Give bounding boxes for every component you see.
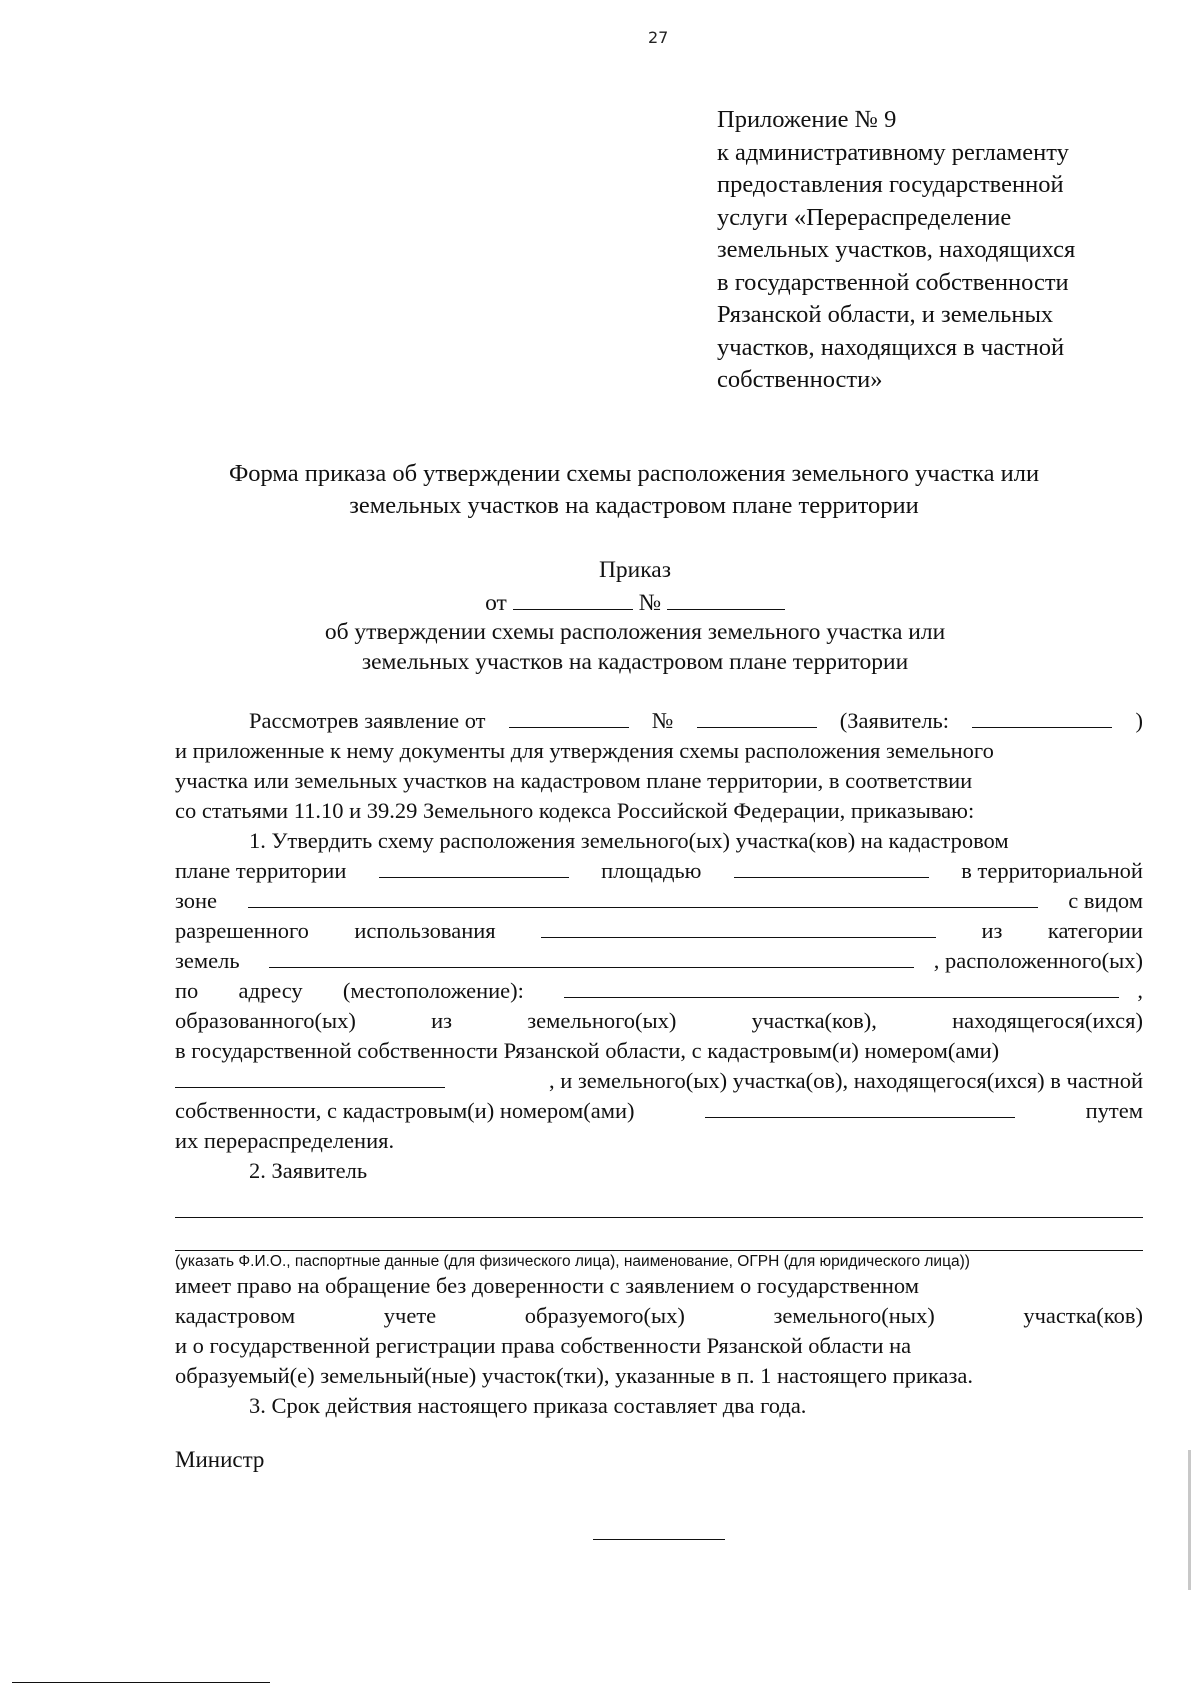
item2-line1: [175, 1156, 1143, 1186]
appendix-line: к административному регламенту: [717, 138, 1069, 166]
text: участка(ков),: [751, 1008, 877, 1033]
appendix-line: Рязанской области, и земельных: [717, 301, 1054, 328]
form-title-line: Форма приказа об утверждении схемы расположения земельного участка или: [228, 460, 1040, 487]
item1-line10: [175, 1096, 1143, 1126]
page-number: 27: [648, 28, 669, 47]
item1-line11: [175, 1126, 1143, 1156]
item1-line1: [175, 826, 1143, 856]
text: №: [651, 708, 674, 733]
text: земельного(ых): [527, 1008, 677, 1033]
text: использования: [354, 918, 496, 943]
text: с видом: [1068, 888, 1143, 913]
order-date-number-line: [175, 589, 1095, 617]
text: в территориальной: [961, 858, 1143, 883]
text: образованного(ых): [175, 1008, 356, 1033]
zone-field[interactable]: [248, 887, 1038, 908]
appendix-line: услуги «Перераспределение: [717, 203, 1012, 231]
appendix-line: земельных участков, находящихся: [717, 236, 1076, 263]
applicant-field[interactable]: [972, 707, 1112, 728]
text: площадью: [601, 858, 702, 883]
text: (Заявитель:: [839, 708, 950, 733]
item1-line3: [175, 886, 1143, 916]
text: участка или земельных участков на кадастровом плане территории, в соответствии: [175, 768, 973, 793]
para1-line1: [175, 706, 1143, 736]
text: категории: [1047, 918, 1143, 943]
appendix-line: собственности»: [717, 366, 883, 393]
appendix-line: в государственной собственности: [717, 268, 1069, 296]
item1-line4: [175, 916, 1143, 946]
text: Рассмотрев заявление от: [249, 708, 486, 733]
para1-line: [175, 736, 1143, 766]
item2-line: [175, 1331, 1143, 1361]
state-cadastral-number-field[interactable]: [175, 1067, 445, 1088]
applicant-note: (указать Ф.И.О., паспортные данные (для физического лица), наименование, ОГРН (для юридического лица)): [175, 1253, 970, 1270]
address-field[interactable]: [564, 977, 1119, 998]
text: участка(ков): [1023, 1303, 1143, 1328]
item1-line5: [175, 946, 1143, 976]
footer-rule: [12, 1682, 270, 1683]
private-cadastral-number-field[interactable]: [705, 1097, 1015, 1118]
item2-body: [175, 1271, 1143, 1421]
text: находящегося(ихся): [952, 1008, 1143, 1033]
order-number-field[interactable]: [667, 589, 785, 610]
text: и приложенные к нему документы для утверждения схемы расположения земельного: [175, 738, 994, 763]
text: 1. Утвердить схему расположения земельного(ых) участка(ков) на кадастровом: [249, 828, 1009, 853]
text: путем: [1085, 1098, 1143, 1123]
text: 3. Срок действия настоящего приказа составляет два года.: [249, 1393, 807, 1418]
land-category-field[interactable]: [269, 947, 914, 968]
para1-line: [175, 766, 1143, 796]
order-heading: Приказ: [598, 557, 672, 583]
text: со статьями 11.10 и 39.29 Земельного кодекса Российской Федерации, приказываю:: [175, 798, 975, 823]
text: в государственной собственности Рязанской области, с кадастровым(и) номером(ами): [175, 1038, 1000, 1063]
permitted-use-field[interactable]: [541, 917, 936, 938]
order-subject-line: об утверждении схемы расположения земельного участка или: [324, 619, 946, 645]
item1-line6: [175, 976, 1143, 1006]
cadastral-plan-field[interactable]: [379, 857, 569, 878]
text: по: [175, 978, 199, 1003]
text: учете: [383, 1303, 437, 1328]
text: их перераспределения.: [175, 1128, 395, 1153]
text: земель: [175, 948, 240, 973]
appendix-header: [717, 104, 1075, 397]
applicant-line-1[interactable]: [175, 1217, 1143, 1218]
text: и о государственной регистрации права собственности Рязанской области на: [175, 1333, 912, 1358]
text: плане территории: [175, 858, 347, 883]
order-subject-line: земельных участков на кадастровом плане территории: [361, 649, 909, 675]
text: земельного(ных): [773, 1303, 935, 1328]
text: 2. Заявитель: [249, 1158, 368, 1183]
text: , и земельного(ых) участка(ов), находящегося(ихся) в частной: [549, 1068, 1143, 1093]
order-date-field[interactable]: [513, 589, 633, 610]
applicant-line-2[interactable]: [175, 1250, 1143, 1251]
item2-line: [175, 1361, 1143, 1391]
text: из: [431, 1008, 453, 1033]
signature-title: Министр: [175, 1447, 265, 1472]
text: образуемого(ых): [524, 1303, 685, 1328]
text: образуемый(е) земельный(ные) участок(тки), указанные в п. 1 настоящего приказа.: [175, 1363, 974, 1388]
item2-line: [175, 1301, 1143, 1331]
text: собственности, с кадастровым(и) номером(ами): [175, 1098, 635, 1123]
item3-line: [175, 1391, 1143, 1421]
item1-line9: [175, 1066, 1143, 1096]
text: из: [981, 918, 1003, 943]
item2-line: [175, 1271, 1143, 1301]
application-date-field[interactable]: [509, 707, 629, 728]
text: кадастровом: [175, 1303, 296, 1328]
item1-line7: [175, 1006, 1143, 1036]
appendix-line: участков, находящихся в частной: [717, 333, 1065, 361]
text: ): [1135, 708, 1143, 733]
text: ,: [1137, 978, 1143, 1003]
scan-edge-mark: [1188, 1450, 1191, 1590]
form-title: [150, 458, 1118, 522]
item1-line2: [175, 856, 1143, 886]
order-number-sign: №: [638, 590, 661, 616]
appendix-line: Приложение № 9: [717, 106, 897, 133]
text: , расположенного(ых): [933, 948, 1143, 973]
text: зоне: [175, 888, 218, 913]
para1-line: [175, 796, 1143, 826]
form-title-line: земельных участков на кадастровом плане территории: [349, 492, 919, 519]
closing-divider: [593, 1539, 725, 1540]
item1-line8: [175, 1036, 1143, 1066]
appendix-line: предоставления государственной: [717, 171, 1064, 198]
text: имеет право на обращение без доверенности с заявлением о государственном: [175, 1273, 919, 1298]
text: (местоположение):: [342, 978, 524, 1003]
order-body: [175, 706, 1143, 1186]
order-from-label: от: [485, 590, 507, 616]
text: адресу: [238, 978, 303, 1003]
application-number-field[interactable]: [697, 707, 817, 728]
area-field[interactable]: [734, 857, 929, 878]
text: разрешенного: [175, 918, 309, 943]
